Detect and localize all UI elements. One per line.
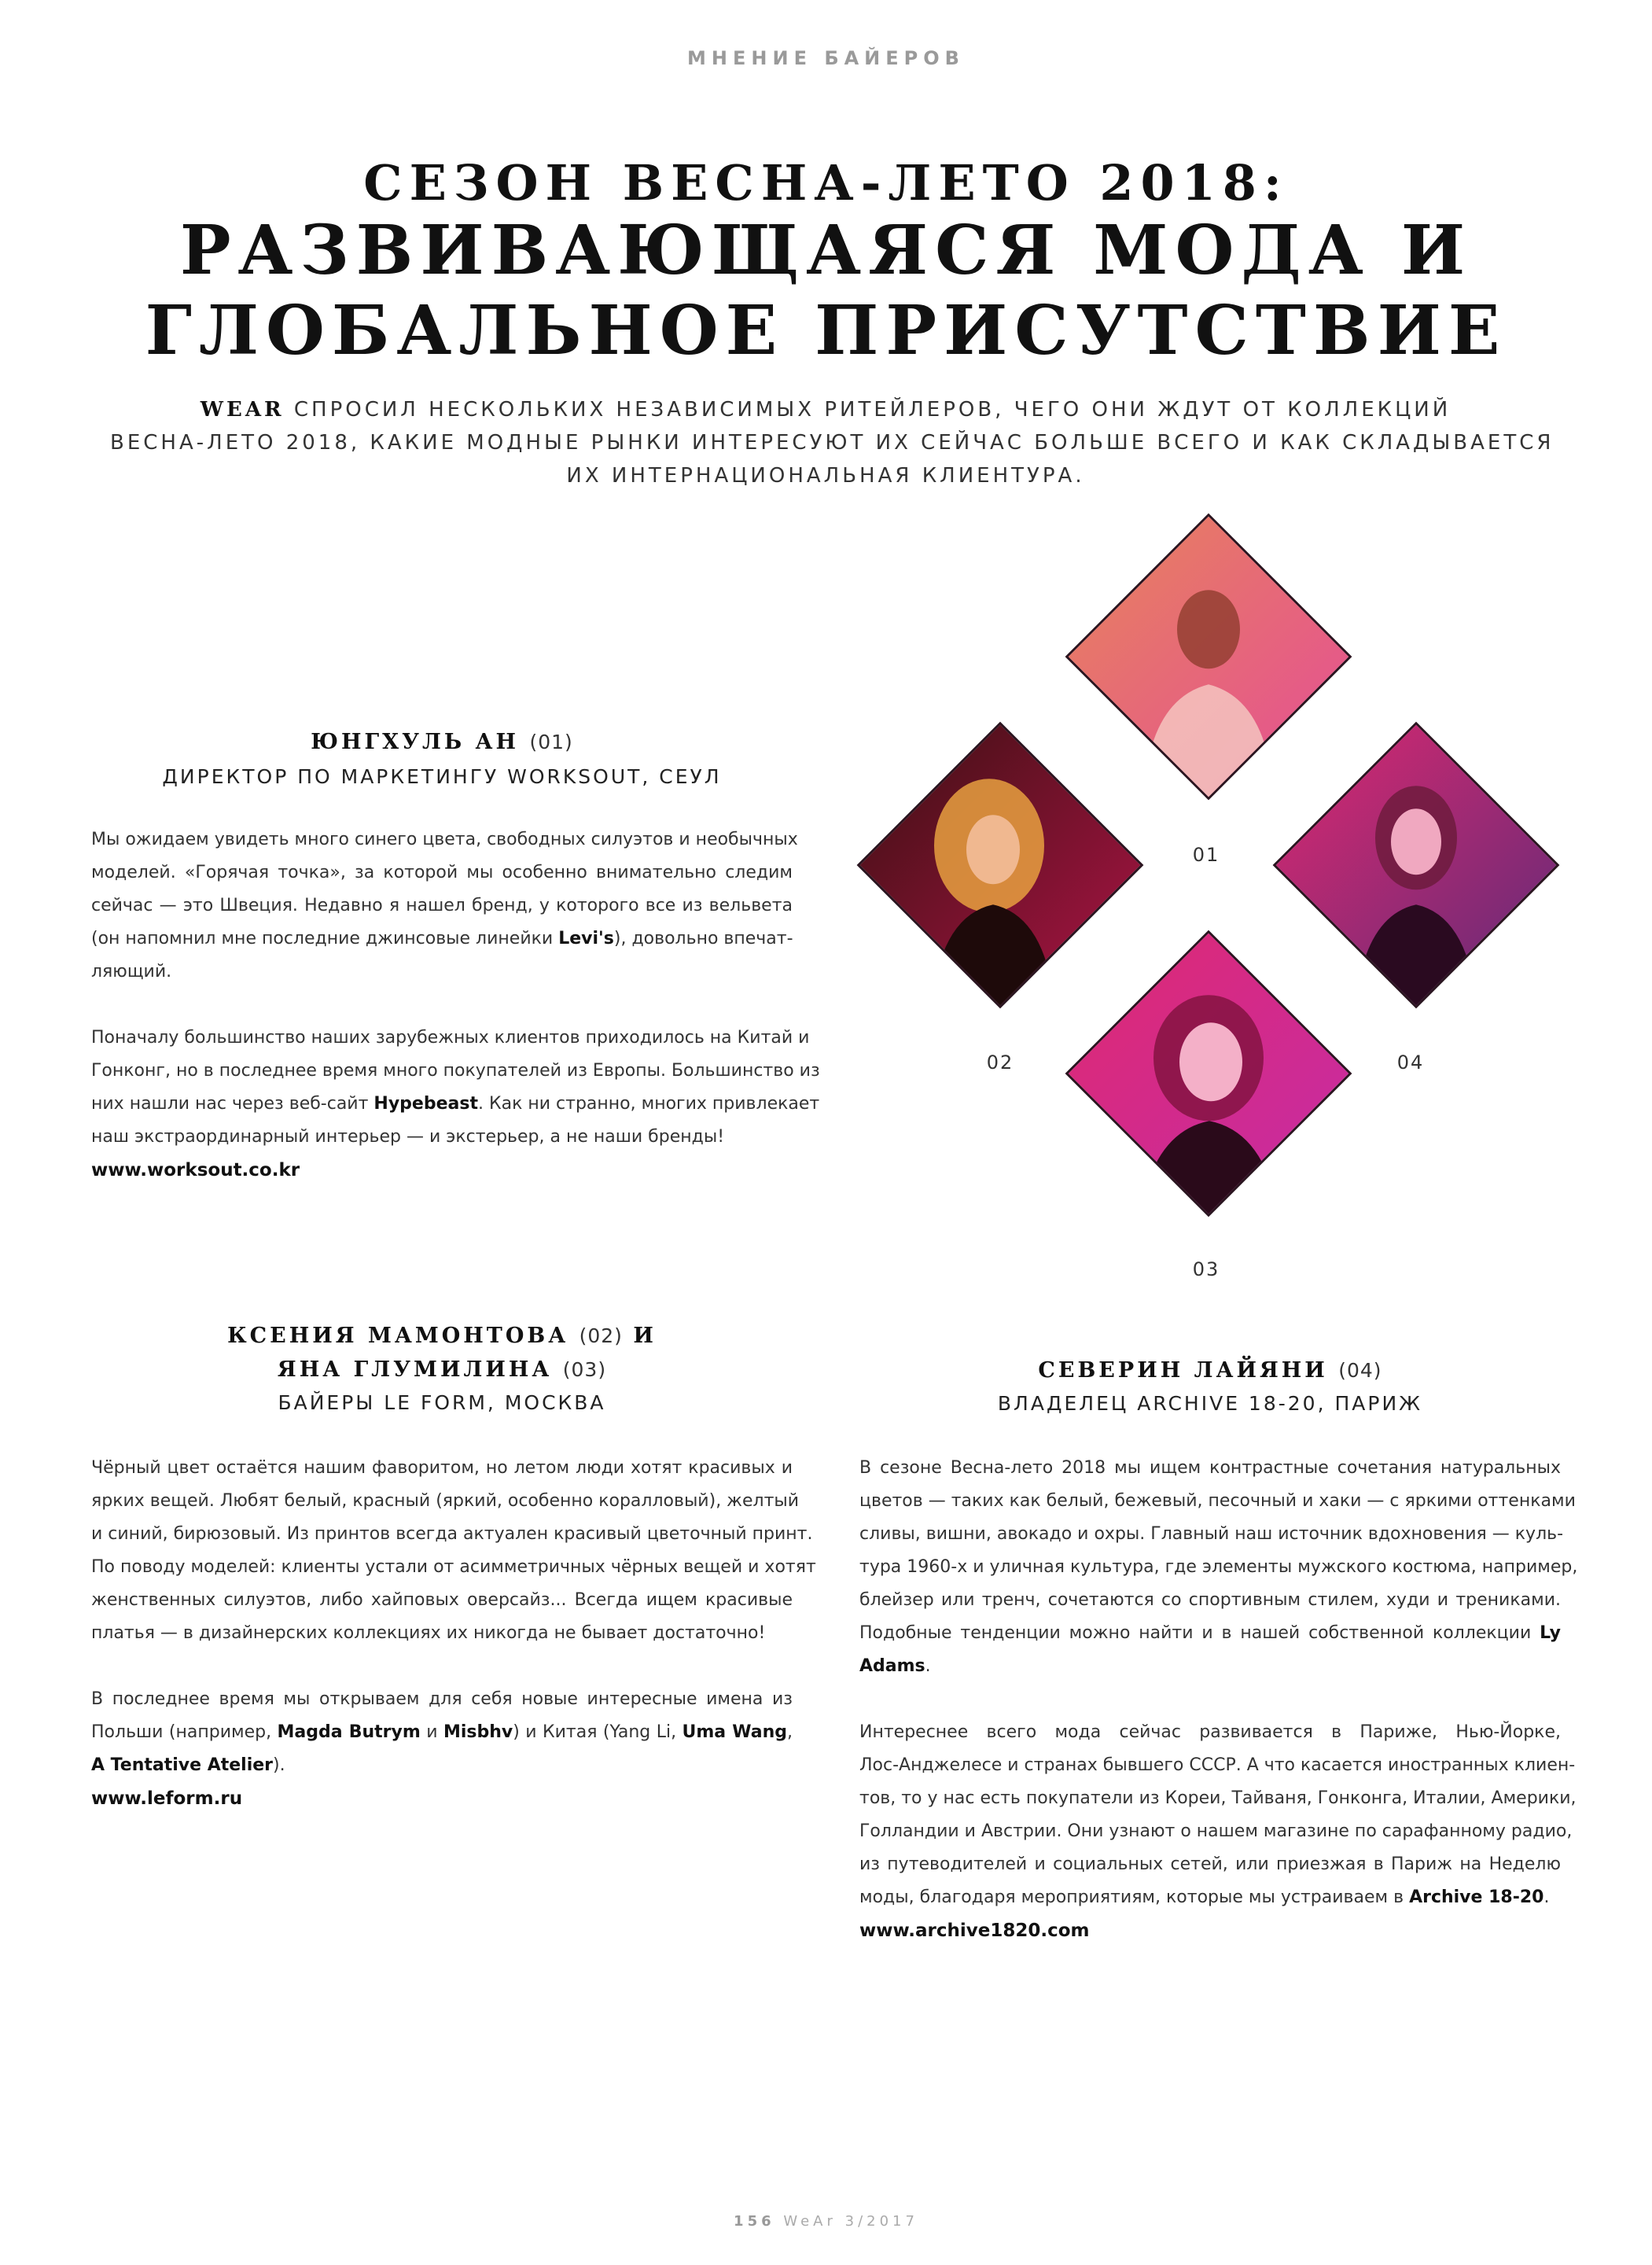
photo-label-01: 01 bbox=[1192, 844, 1220, 866]
buyer2-header bbox=[91, 1324, 793, 1414]
photo-04 bbox=[1273, 722, 1560, 1009]
buyer1-p1-l4: (он напомнил мне последние джинсовые линейки Levi's), довольно впечат- bbox=[91, 929, 793, 948]
brand-archive-18-20: Archive 18-20 bbox=[1409, 1888, 1544, 1907]
photo-label-03: 03 bbox=[1192, 1258, 1220, 1280]
buyer2-url-link[interactable]: www.leform.ru bbox=[91, 1788, 243, 1809]
intro-line-3: ИХ ИНТЕРНАЦИОНАЛЬНАЯ КЛИЕНТУРА. bbox=[566, 464, 1085, 488]
buyer1-text bbox=[91, 823, 820, 1187]
buyer3-p2-l4: Голландии и Австрии. Они узнают о нашем магазине по сарафанному радио, bbox=[859, 1821, 1573, 1841]
buyer1-header bbox=[91, 730, 793, 788]
photo-02 bbox=[857, 722, 1144, 1009]
brand-hypebeast: Hypebeast bbox=[373, 1094, 478, 1114]
intro-text bbox=[110, 393, 1554, 492]
buyer2-role: БАЙЕРЫ LE FORM, МОСКВА bbox=[278, 1391, 606, 1414]
buyer3-p1-l7: Adams. bbox=[859, 1656, 931, 1676]
buyer3-p2-l5: из путеводителей и социальных сетей, или приезжая в Париж на Неделю bbox=[859, 1854, 1561, 1874]
buyer3-text bbox=[859, 1452, 1578, 1947]
brand-uma-wang: Uma Wang bbox=[682, 1722, 787, 1742]
buyer3-p2-l1: Интереснее всего мода сейчас развивается в Париже, Нью-Йорке, bbox=[859, 1722, 1561, 1742]
buyer2-conj: И bbox=[633, 1324, 657, 1348]
buyer2-p2-l2: Польши (например, Magda Butrym и Misbhv) и Китая (Yang Li, Uma Wang, bbox=[91, 1722, 793, 1742]
photo-label-04: 04 bbox=[1396, 1051, 1425, 1074]
buyer3-name-line bbox=[859, 1358, 1561, 1383]
buyer1-url-link[interactable]: www.worksout.co.kr bbox=[91, 1160, 300, 1180]
buyer2-name-1: КСЕНИЯ МАМОНТОВА bbox=[227, 1324, 569, 1348]
brand-ly: Ly bbox=[1540, 1623, 1561, 1643]
buyer2-name-line-2 bbox=[91, 1357, 793, 1382]
buyer2-number-2: (03) bbox=[562, 1358, 607, 1381]
buyer1-p1-l2: моделей. «Горячая точка», за которой мы особенно внимательно следим bbox=[91, 863, 793, 882]
brand-a-tentative-atelier: A Tentative Atelier bbox=[91, 1755, 274, 1775]
intro-line-1: СПРОСИЛ НЕСКОЛЬКИХ НЕЗАВИСИМЫХ РИТЕЙЛЕРОВ, ЧЕГО ОНИ ЖДУТ ОТ КОЛЛЕКЦИЙ bbox=[284, 398, 1451, 422]
photo-04-image bbox=[1273, 722, 1560, 1009]
buyer3-role: ВЛАДЕЛЕЦ ARCHIVE 18-20, ПАРИЖ bbox=[997, 1392, 1423, 1415]
buyer3-p1-l3: сливы, вишни, авокадо и охры. Главный наш источник вдохновения — куль- bbox=[859, 1524, 1564, 1544]
buyer3-header bbox=[859, 1358, 1561, 1415]
buyer1-p1-l1: Мы ожидаем увидеть много синего цвета, свободных силуэтов и необычных bbox=[91, 830, 798, 849]
intro-brand: WEAR bbox=[200, 398, 285, 422]
page-footer bbox=[0, 2213, 1652, 2230]
buyer1-p2-l1: Поначалу большинство наших зарубежных клиентов приходилось на Китай и bbox=[91, 1028, 810, 1048]
footer-magazine: WeAr 3/2017 bbox=[783, 2213, 918, 2230]
buyer1-p2-l3: них нашли нас через веб-сайт Hypebeast. Как ни странно, многих привлекает bbox=[91, 1094, 820, 1114]
buyer3-p2-l2: Лос-Анджелесе и странах бывшего СССР. А что касается иностранных клиен- bbox=[859, 1755, 1576, 1775]
photo-03-image bbox=[1065, 930, 1352, 1217]
photo-01-image bbox=[1065, 514, 1352, 801]
buyer3-p1-l1: В сезоне Весна-лето 2018 мы ищем контрастные сочетания натуральных bbox=[859, 1458, 1561, 1478]
buyer2-name-line-1 bbox=[91, 1324, 793, 1348]
title-line-1: СЕЗОН ВЕСНА-ЛЕТО 2018: bbox=[363, 154, 1289, 212]
photo-01 bbox=[1065, 514, 1352, 801]
buyer3-p1-l4: тура 1960-х и уличная культура, где элементы мужского костюма, например, bbox=[859, 1557, 1578, 1577]
buyer2-text bbox=[91, 1452, 816, 1815]
buyer1-p1-l5: ляющий. bbox=[91, 962, 172, 982]
buyer2-name-2: ЯНА ГЛУМИЛИНА bbox=[277, 1357, 553, 1382]
brand-magda-butrym: Magda Butrym bbox=[277, 1722, 421, 1742]
buyer2-p2-l1: В последнее время мы открываем для себя новые интересные имена из bbox=[91, 1689, 793, 1709]
buyer2-p1-l2: ярких вещей. Любят белый, красный (яркий, особенно коралловый), желтый bbox=[91, 1491, 800, 1511]
buyer3-name: СЕВЕРИН ЛАЙЯНИ bbox=[1038, 1358, 1328, 1383]
buyer3-url-link[interactable]: www.archive1820.com bbox=[859, 1921, 1090, 1941]
buyer1-name: ЮНГХУЛЬ АН bbox=[311, 730, 520, 754]
buyer1-number: (01) bbox=[529, 731, 573, 753]
section-label: МНЕНИЕ БАЙЕРОВ bbox=[687, 47, 965, 69]
buyer3-p1-l5: блейзер или тренч, сочетаются со спортивным стилем, худи и трениками. bbox=[859, 1590, 1561, 1610]
buyer3-p1-l2: цветов — таких как белый, бежевый, песочный и хаки — с яркими оттенками bbox=[859, 1491, 1576, 1511]
brand-adams: Adams bbox=[859, 1656, 925, 1676]
photo-03 bbox=[1065, 930, 1352, 1217]
intro-line-2: ВЕСНА-ЛЕТО 2018, КАКИЕ МОДНЫЕ РЫНКИ ИНТЕРЕСУЮТ ИХ СЕЙЧАС БОЛЬШЕ ВСЕГО И КАК СКЛАДЫВАЕТСЯ bbox=[110, 431, 1554, 455]
photo-label-02: 02 bbox=[986, 1051, 1014, 1074]
buyer1-p1-l3: сейчас — это Швеция. Недавно я нашел бренд, у которого все из вельвета bbox=[91, 896, 793, 915]
buyer1-p2-l2: Гонконг, но в последнее время много покупателей из Европы. Большинство из bbox=[91, 1061, 820, 1081]
title-line-3: ГЛОБАЛЬНОЕ ПРИСУТСТВИЕ bbox=[145, 291, 1507, 370]
buyer2-p1-l4: По поводу моделей: клиенты устали от асимметричных чёрных вещей и хотят bbox=[91, 1557, 816, 1577]
buyer1-role: ДИРЕКТОР ПО МАРКЕТИНГУ WORKSOUT, СЕУЛ bbox=[162, 765, 722, 788]
buyer3-number: (04) bbox=[1338, 1359, 1382, 1382]
buyer2-p2-l3: A Tentative Atelier). bbox=[91, 1755, 285, 1775]
buyer3-p2-l3: тов, то у нас есть покупатели из Кореи, Тайваня, Гонконга, Италии, Америки, bbox=[859, 1788, 1577, 1808]
buyer2-p1-l5: женственных силуэтов, либо хайповых оверсайз... Всегда ищем красивые bbox=[91, 1590, 793, 1610]
buyer2-p1-l3: и синий, бирюзовый. Из принтов всегда актуален красивый цветочный принт. bbox=[91, 1524, 813, 1544]
buyer1-p2-l4: наш экстраординарный интерьер — и экстерьер, а не наши бренды! bbox=[91, 1127, 725, 1147]
buyer2-number-1: (02) bbox=[579, 1324, 623, 1347]
photo-02-image bbox=[857, 722, 1144, 1009]
buyer3-p1-l6: Подобные тенденции можно найти и в нашей собственной коллекции Ly bbox=[859, 1623, 1561, 1643]
page-number: 156 bbox=[734, 2213, 775, 2230]
title-line-2: РАЗВИВАЮЩАЯСЯ МОДА И bbox=[179, 211, 1473, 290]
buyer2-p1-l6: платья — в дизайнерских коллекциях их никогда не бывает достаточно! bbox=[91, 1623, 766, 1643]
buyer3-p2-l6: моды, благодаря мероприятиям, которые мы устраиваем в Archive 18-20. bbox=[859, 1888, 1550, 1907]
buyer1-name-line bbox=[91, 730, 793, 754]
brand-misbhv: Misbhv bbox=[443, 1722, 513, 1742]
brand-levis: Levi's bbox=[558, 929, 614, 948]
buyer2-p1-l1: Чёрный цвет остаётся нашим фаворитом, но летом люди хотят красивых и bbox=[91, 1458, 793, 1478]
